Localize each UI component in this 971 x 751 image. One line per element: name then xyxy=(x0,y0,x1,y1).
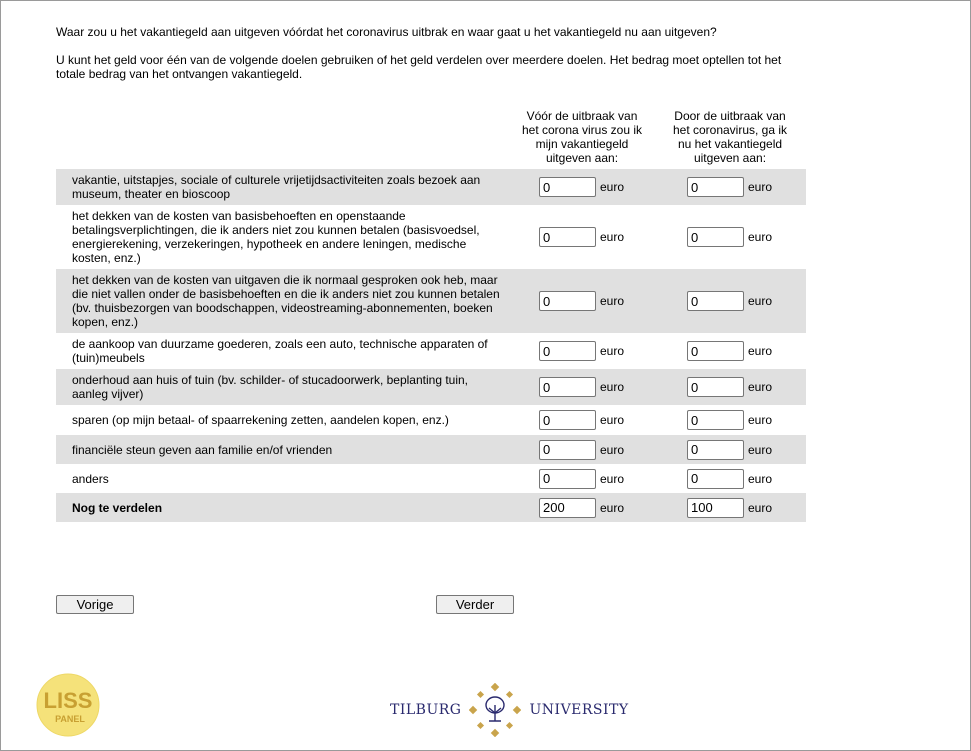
row-label: financiële steun geven aan familie en/of vrienden xyxy=(72,442,333,457)
unit-label: euro xyxy=(748,180,773,194)
column-header-after: Door de uitbraak van het coronavirus, ga ik nu het vakantiegeld uitgeven aan: xyxy=(672,109,788,165)
previous-button[interactable]: Vorige xyxy=(56,595,134,614)
table-row xyxy=(56,269,806,333)
table-row xyxy=(56,369,806,405)
unit-label: euro xyxy=(600,344,625,358)
tree-emblem-icon xyxy=(469,683,521,737)
unit-label: euro xyxy=(600,180,625,194)
tilburg-university-logo xyxy=(390,683,629,737)
remaining-before-input[interactable] xyxy=(539,498,596,518)
instruction-text: U kunt het geld voor één van de volgende doelen gebruiken of het geld verdelen over meerdere doelen. Het bedrag moet optellen tot het totale bedrag van het ontvangen vakantiegeld. xyxy=(56,53,782,81)
amount-after-input[interactable] xyxy=(687,341,744,361)
unit-label: euro xyxy=(600,380,625,394)
row-label: het dekken van de kosten van uitgaven die ik normaal gesproken ook heb, maar die niet vallen onder de basisbehoeften en die ik anders niet zou kunnen betalen (bv. thuisbezorgen van boodschappen, videostreaming-abonnementen, boeken kopen, enz.) xyxy=(72,273,500,329)
remaining-row xyxy=(56,493,806,522)
tilburg-text: TILBURG xyxy=(390,702,462,718)
row-label: sparen (op mijn betaal- of spaarrekening zetten, aandelen kopen, enz.) xyxy=(72,413,449,427)
university-text: UNIVERSITY xyxy=(529,702,629,718)
unit-label: euro xyxy=(748,413,773,427)
amount-before-input[interactable] xyxy=(539,410,596,430)
row-label: het dekken van de kosten van basisbehoeften en openstaande betalingsverplichtingen, die ik anders niet zou kunnen betalen (basisvoedsel, energierekening, verzekeringen, hypotheek en andere leningen, medische kosten, enz.) xyxy=(72,209,480,265)
amount-after-input[interactable] xyxy=(687,227,744,247)
unit-label: euro xyxy=(600,413,625,427)
unit-label: euro xyxy=(600,500,625,515)
amount-before-input[interactable] xyxy=(539,291,596,311)
table-row xyxy=(56,333,806,369)
amount-after-input[interactable] xyxy=(687,377,744,397)
table-row xyxy=(56,405,806,435)
unit-label: euro xyxy=(748,294,773,308)
amount-after-input[interactable] xyxy=(687,291,744,311)
unit-label: euro xyxy=(748,380,773,394)
unit-label: euro xyxy=(600,230,625,244)
remaining-after-input[interactable] xyxy=(687,498,744,518)
row-label: anders xyxy=(72,471,109,486)
amount-before-input[interactable] xyxy=(539,440,596,460)
amount-before-input[interactable] xyxy=(539,177,596,197)
column-header-before: Vóór de uitbraak van het corona virus zou ik mijn vakantiegeld uitgeven aan: xyxy=(521,109,643,165)
amount-before-input[interactable] xyxy=(539,377,596,397)
amount-before-input[interactable] xyxy=(539,341,596,361)
liss-panel-logo xyxy=(35,672,101,741)
unit-label: euro xyxy=(600,471,625,486)
remaining-label: Nog te verdelen xyxy=(72,500,163,515)
unit-label: euro xyxy=(748,230,773,244)
row-label: de aankoop van duurzame goederen, zoals een auto, technische apparaten of (tuin)meubels xyxy=(72,337,488,365)
next-button[interactable]: Verder xyxy=(436,595,514,614)
panel-text: PANEL xyxy=(55,714,85,724)
unit-label: euro xyxy=(748,471,773,486)
unit-label: euro xyxy=(748,344,773,358)
table-row xyxy=(56,169,806,205)
row-label: onderhoud aan huis of tuin (bv. schilder- of stucadoorwerk, beplanting tuin, aanleg vijver) xyxy=(72,373,469,401)
question-text: Waar zou u het vakantiegeld aan uitgeven vóórdat het coronavirus uitbrak en waar gaat u het vakantiegeld nu aan uitgeven? xyxy=(56,25,717,39)
amount-after-input[interactable] xyxy=(687,410,744,430)
row-label: vakantie, uitstapjes, sociale of culturele vrijetijdsactiviteiten zoals bezoek aan museum, theater en bioscoop xyxy=(72,173,481,201)
amount-before-input[interactable] xyxy=(539,469,596,489)
table-row xyxy=(56,435,806,464)
table-row xyxy=(56,205,806,269)
amount-after-input[interactable] xyxy=(687,440,744,460)
unit-label: euro xyxy=(748,442,773,457)
table-row xyxy=(56,464,806,493)
amount-after-input[interactable] xyxy=(687,469,744,489)
unit-label: euro xyxy=(748,500,773,515)
amount-after-input[interactable] xyxy=(687,177,744,197)
allocation-table xyxy=(56,169,806,522)
unit-label: euro xyxy=(600,442,625,457)
unit-label: euro xyxy=(600,294,625,308)
liss-text: LISS xyxy=(43,688,93,713)
amount-before-input[interactable] xyxy=(539,227,596,247)
